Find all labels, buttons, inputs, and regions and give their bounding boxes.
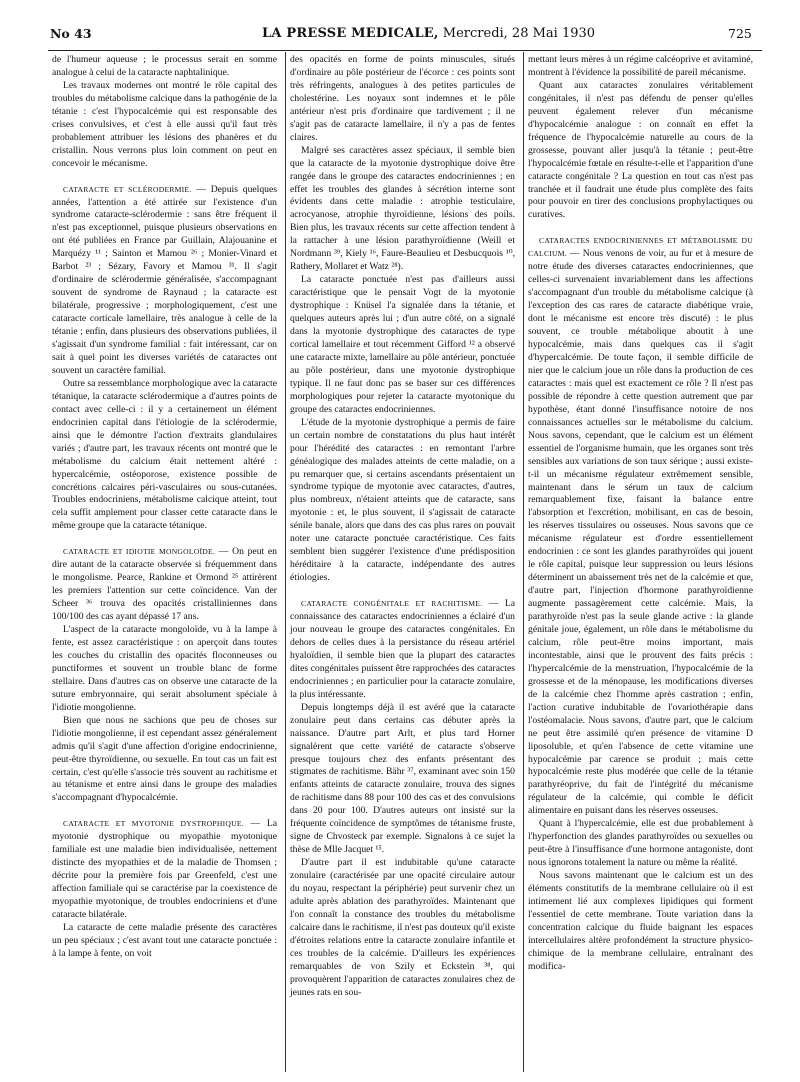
column-divider — [523, 52, 524, 1072]
paragraph — [52, 922, 277, 961]
paragraph-text: — On peut en dire autant de la cataracte observée si fréquemment dans le mongolisme. Pearce, Rankine et Ormond ²⁵ attirèrent les premiers l'attention sur cette coïncidence. Van der Scheer ³⁶ trouva des opacités cristalliniennes dans 100/100 des cas ayant dépassé 17 ans. — [52, 546, 277, 623]
paragraph-text: L'aspect de la cataracte mongoloïde, vu à la lampe à fente, est assez caractéristique : on aperçoit dans toutes les couches du cristallin des opacités floconneuses ou punctiformes et souvent un trouble blanc de forme stellaire. Dans d'autres cas on observe une cataracte de la suture embryonnaire, qui serait absolument spéciale à l'idiotie mongolienne. — [52, 624, 277, 713]
page-number: 725 — [728, 26, 752, 41]
text-column-3 — [528, 54, 753, 974]
paragraph — [290, 274, 515, 416]
paragraph-text: — La connaissance des cataractes endocriniennes a éclairé d'un jour nouveau le groupe des cataractes congénitales. En dehors de celles dues à la persistance du réseau artériel hyaloïdien, il semble bien que la plupart des cataractes dites congénitales puissent être rapprochées des cataractes endocriniennes ; en particulier pour la cataracte zonulaire, la plus intéressante. — [290, 598, 515, 700]
section-heading: CATARACTES ENDOCRINIENNES ET MÉTABOLISME DU CALCIUM. — [528, 236, 753, 259]
paragraph — [528, 818, 753, 870]
issue-number: No 43 — [50, 26, 92, 41]
paragraph-text: — Nous venons de voir, au fur et à mesure de notre étude des diverses cataractes endocriniennes, que celles-ci survenaient invariablement dans les affections s'accompagnant d'un trouble du métabolisme calcique (à l'exception des cas rares de cataracte diabétique vraie, dont le mécanisme est encore très discuté) : le plus souvent, ce trouble métabolique aboutit à une hypocalcémie, mais dans quelques cas il s'agit d'hypercalcémie. De toute façon, il semble difficile de nier que le calcium joue un rôle dans la production de ces cataractes : mais quel est exactement ce rôle ? Il n'est pas possible de répondre à cette question autrement que par hypothèse, étant donné l'insuffisance notoire de nos connaissances actuelles sur le métabolisme du calcium. Nous savons, cependant, que le calcium est un élément essentiel de l'organisme humain, que les organes sont très sensibles aux variations de son taux sérique ; aussi existe-t-il un mécanisme régulateur extrêmement sensible, maintenant dans le sérum un taux de calcium remarquablement fixe, faisant la balance entre l'absorption et l'excrétion, mobilisant, en cas de besoin, les réserves tissulaires ou osseuses. Nous savons que ce mécanisme régulateur est d'ordre essentiellement endocrinien : ce sont les glandes parathyroïdes qui jouent le rôle capital, puisque leur suppression ou leurs lésions déterminent un abaissement très net de la calcémie et que, d'autre part, l'injection d'hormone parathyroïdienne augmente passagèrement cette calcémie. Mais, la parathyroïde n'est pas la seule glande active : la glande génitale joue, également, un rôle dans le métabolisme du calcium, rôle peut-être moins important, mais incontestable, ainsi que le prouvent des faits précis : l'hypercalcémie de la menstruation, l'hypocalcémie de la grossesse et de la ménopause, les modifications diverses de la calcémie chez l'homme après castration ; enfin, l'action curative indubitable de l'ovariothérapie dans l'ostéomalacie. Nous savons, d'autre part, que le calcium ne peut être assimilé qu'en présence de vitamine D liposoluble, et qu'en l'absence de cette vitamine une hypocalcémie par carence se produit ; mais cette hypocalcémie reste plus modérée que celle de la tétanie parathyréoprive, du fait de l'intégrité du mécanisme régulateur de la calcémie, qui comble le déficit alimentaire en puisant dans les réserves osseuses. — [528, 248, 753, 817]
paragraph-text: La cataracte ponctuée n'est pas d'ailleurs aussi caractéristique que le pensait Vogt de la myotonie dystrophique : Knüsel l'a signalée dans la tétanie, et quelques auteurs après lui ; d'un autre côté, on a signalé dans la myotonie dystrophique des cataractes de type cortical lamellaire et tout récemment Gifford ¹² a observé une cataracte mixte, lamellaire au pôle antérieur, ponctuée au pôle postérieur, dans une myotonie dystrophique typique. Il ne faut donc pas se baser sur ces différences morphologiques pour rejeter la cataracte myotonique du groupe des cataractes endocriniennes. — [290, 274, 515, 415]
paragraph-text: — La myotonie dystrophique ou myopathie myotonique familiale est une maladie bien individualisée, nettement distincte des myopathies et de la maladie de Thomsen ; décrite pour la première fois par Greenfeld, c'est une affection familiale qui se caractérise par la coexistence de myopathie myotonique, de troubles endocriniens et d'une cataracte bilatérale. — [52, 818, 277, 921]
paragraph-text: Malgré ses caractères assez spéciaux, il semble bien que la cataracte de la myotonie dystrophique doive être rangée dans le groupe des cataractes endocriniennes ; en effet les troubles des glandes à sécrétion interne sont évidents dans cette maladie : atrophie testiculaire, acrocyanose, atrophie thyroïdienne, lésions des poils. Bien plus, les travaux récents sur cette affection tendent à la rattacher à une lésion parathyroïdienne (Weill et Nordmann ³⁹, Kiely ¹⁶, Faure-Beaulieu et Desbucquois ¹⁰, Rathery, Mollaret et Watz ²⁸). — [290, 144, 515, 273]
paragraph — [290, 54, 515, 145]
paragraph — [52, 80, 277, 171]
paragraph-text: Quant aux cataractes zonulaires véritablement congénitales, il n'est pas défendu de penser qu'elles peuvent également relever d'un mécanisme d'hypocalcémie analogue : on connaît en effet la fréquence de l'hypocalcémie naturelle au cours de la grossesse, pouvant aller jusqu'à la tétanie ; peut-être l'hypocalcémie fœtale en résulte-t-elle et l'apparition d'une cataracte congénitale ? La question en tout cas n'est pas tranchée et il faudrait une étude plus complète des faits pour pouvoir en tirer des conclusions prophylactiques ou curatives. — [528, 79, 753, 221]
section-paragraph — [52, 546, 277, 624]
section-gap — [290, 585, 515, 598]
paragraph — [52, 624, 277, 715]
section-paragraph — [52, 184, 277, 378]
section-gap — [52, 171, 277, 184]
paragraph-text: L'étude de la myotonie dystrophique a permis de faire un certain nombre de constatations du plus haut intérêt pour l'hérédité des cataractes : en remontant l'arbre généalogique des malades atteints de cette maladie, on a pu remarquer que, si certains ascendants présentaient un syndrome typique de myotonie avec cataractes, d'autres, plus nombreux, n'étaient atteints que de cataracte, sans myotonie : et, le plus souvent, il s'agissait de cataracte sénile banale, alors que dans des cas plus rares on pouvait noter une cataracte ponctuée caractéristique. Ces faits semblent bien suggérer l'existence d'une prédisposition héréditaire à la cataracte, indépendante des autres étiologies. — [290, 416, 515, 584]
header-rule — [48, 50, 762, 51]
paragraph-text: mettant leurs mères à un régime calcéoprive et avitaminé, montrent à l'évidence la possibilité de pareil mécanisme. — [528, 54, 753, 78]
paragraph-text: Nous savons maintenant que le calcium est un des éléments constitutifs de la membrane cellulaire où il est intimement lié aux complexes lipidiques qui forment l'essentiel de cette membrane. Toute variation dans la concentration calcique du fluide baignant les espaces intercellulaires altère profondément la structure physico-chimique de la membrane cellulaire, entraînant des modifica- — [528, 870, 753, 972]
section-gap — [52, 805, 277, 818]
paragraph-text: Les travaux modernes ont montré le rôle capital des troubles du métabolisme calcique dans la pathogénie de la tétanie : c'est l'hypocalcémie qui est responsable des crises convulsives, et c'est à elle aussi qu'il faut très probablement attribuer les lésions des phanères et du cristallin. Nous verrons plus loin comment on peut en concevoir le mécanisme. — [52, 79, 277, 169]
section-paragraph — [528, 235, 753, 818]
section-paragraph — [290, 598, 515, 702]
paragraph-text: La cataracte de cette maladie présente des caractères un peu spéciaux ; c'est avant tout une cataracte ponctuée : à la lampe à fente, on voit — [52, 922, 277, 959]
paragraph — [528, 54, 753, 80]
section-heading: CATARACTE ET MYOTONIE DYSTROPHIQUE. — [63, 819, 244, 829]
paragraph-text: — Depuis quelques années, l'attention a été attirée sur l'existence d'un syndrome cataracte-sclérodermie : sans être fréquent il n'est pas exceptionnel, puisque plusieurs observations en ont été publiées en France par Guillain, Alajouanine et Marquézy ¹¹ ; Sainton et Mamou ²⁶ ; Monier-Vinard et Barbot ²³ ; Sézary, Favory et Mamou ³¹. Il s'agit d'ordinaire de sclérodermie généralisée, s'accompagnant souvent de syndrome de Raynaud ; la cataracte est bilatérale, progressive ; morphologiquement, c'est une cataracte corticale lamellaire, très analogue à celle de la tétanie ; enfin, dans plusieurs des observations publiées, il s'agissait d'un syndrome familial : fait intéressant, car on sait à quel point les diverses variétés de cataractes ont souvent un caractère familial. — [52, 183, 277, 376]
paragraph — [290, 857, 515, 999]
issue-date: Mercredi, 28 Mai 1930 — [442, 26, 596, 41]
section-heading: CATARACTE ET SCLÉRODERMIE. — [63, 184, 192, 194]
section-paragraph — [52, 818, 277, 922]
paragraph — [528, 870, 753, 974]
paragraph-text: Depuis longtemps déjà il est avéré que la cataracte zonulaire peut dans certains cas débuter après la naissance. D'autre part Arlt, et plus tard Horner signalèrent que cette variété de cataracte s'observe presque toujours chez des enfants présentant des stigmates de rachitisme. Bähr ³⁷, examinant avec soin 150 enfants atteints de cataracte zonulaire, trouva des signes de rachitisme dans 88 pour 100 des cas et des convulsions dans 20 pour 100. D'autres auteurs ont insisté sur la fréquente coïncidence de symptômes de tétanisme fruste, signe de Chvosteck par exemple. Signalons à ce sujet la thèse de Mlle Jacquet ¹⁵. — [290, 701, 515, 856]
paragraph — [52, 378, 277, 533]
journal-title: LA PRESSE MEDICALE, — [262, 26, 439, 41]
text-column-1 — [52, 54, 277, 961]
paragraph — [528, 80, 753, 222]
paragraph — [52, 54, 277, 80]
paragraph — [290, 417, 515, 585]
section-heading: CATARACTE CONGÉNITALE ET RACHITISME. — [301, 599, 483, 609]
paragraph-text: de l'humeur aqueuse ; le processus serait en somme analogue à celui de la cataracte naphtalinique. — [52, 54, 277, 78]
text-column-2 — [290, 54, 515, 1000]
paragraph — [52, 715, 277, 806]
paragraph-text: Quant à l'hypercalcémie, elle est due probablement à l'hyperfonction des glandes parathyroïdes ou sexuelles ou peut-être à l'insuffisance d'une hormone antagoniste, dont nous ignorons totalement la nature ou même la réalité. — [528, 818, 753, 869]
paragraph — [290, 702, 515, 857]
paragraph-text: Bien que nous ne sachions que peu de choses sur l'idiotie mongolienne, il est cependant assez généralement admis qu'il s'agit d'une affection d'origine endocrinienne, peut-être thyroïdienne, ou sexuelle. En tout cas un fait est certain, c'est qu'elle s'associe très souvent au rachitisme et au tétanisme et entre ainsi dans le groupe des maladies s'accompagnant d'hypocalcémie. — [52, 714, 277, 804]
section-gap — [528, 222, 753, 235]
journal-header — [262, 26, 595, 41]
section-gap — [52, 533, 277, 546]
paragraph-text: des opacités en forme de points minuscules, situés d'ordinaire au pôle postérieur de l'écorce : ces points sont très réfringents, analogues à des petites particules de cholestérine. Les noyaux sont indemnes et le pôle antérieur n'est pris d'ordinaire que tardivement ; il ne s'agit pas de cataracte lamellaire, il n'y a pas de fentes claires. — [290, 54, 515, 143]
column-divider — [285, 52, 286, 1072]
paragraph-text: D'autre part il est indubitable qu'une cataracte zonulaire (caractérisée par une opacité circulaire autour du noyau, respectant la périphérie) peut survenir chez un adulte après ablation des parathyroïdes. Maintenant que l'on connaît la constance des troubles du métabolisme calcaire dans le rachitisme, il n'est pas douteux qu'il existe d'étroites relations entre la cataracte zonulaire infantile et ces troubles de la calcémie. D'ailleurs les expériences remarquables de von Szily et Eckstein ³⁸, qui provoquèrent l'apparition de cataractes zonulaires chez de jeunes rats en sou- — [290, 857, 515, 998]
section-heading: CATARACTE ET IDIOTIE MONGOLOÏDE. — [63, 547, 216, 557]
paragraph — [290, 145, 515, 275]
paragraph-text: Outre sa ressemblance morphologique avec la cataracte tétanique, la cataracte sclérodermique a d'autres points de contact avec celle-ci : il y a certainement un élément endocrinien capital dans l'étiologie de la sclérodermie, ainsi que le démontre l'action d'extraits glandulaires variés ; d'autre part, les travaux récents ont montré que le métabolisme du calcium était nettement altéré : hypercalcémie, ostéoporose, existence possible de concrétions calcaires péri-vasculaires ou sous-cutanées. Troubles endocriniens, métabolisme calcique atteint, tout cela suffit amplement pour classer cette cataracte dans le même groupe que la cataracte tétanique. — [52, 377, 277, 532]
